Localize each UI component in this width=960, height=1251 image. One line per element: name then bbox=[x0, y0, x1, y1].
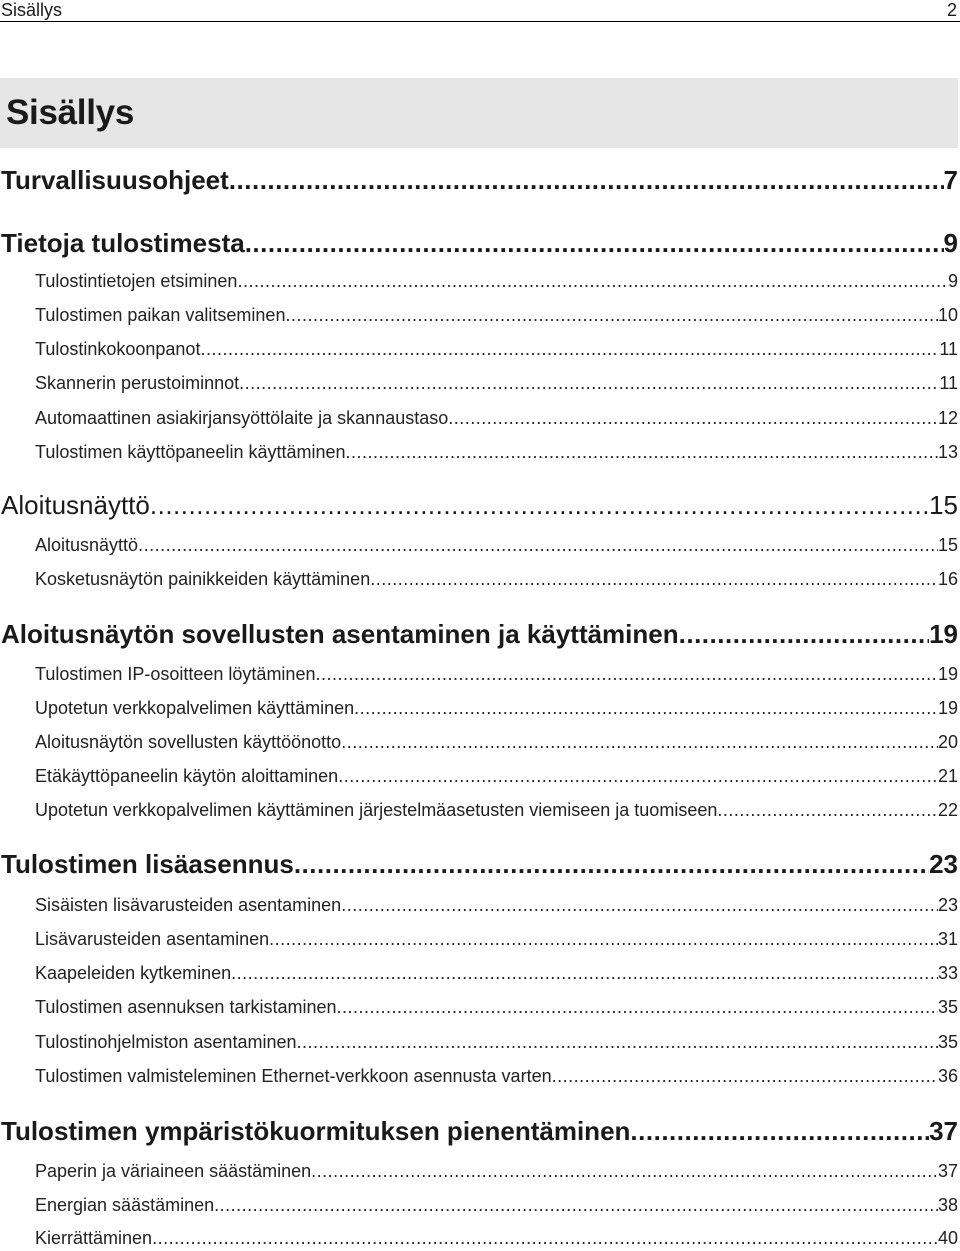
toc-entry[interactable] bbox=[35, 566, 958, 592]
toc-leader-dots bbox=[338, 763, 938, 789]
toc-entry[interactable] bbox=[35, 1029, 958, 1055]
toc-entry-page: 22 bbox=[937, 800, 958, 820]
toc-leader-dots bbox=[231, 960, 938, 986]
toc-section-page: 9 bbox=[943, 228, 958, 258]
toc-entry[interactable] bbox=[35, 439, 958, 465]
toc-leader-dots bbox=[679, 616, 929, 652]
toc-leader-dots bbox=[239, 370, 939, 396]
toc-entry-page: 35 bbox=[937, 1032, 958, 1052]
toc-section-label: Tulostimen ympäristökuormituksen pienentäminen bbox=[1, 1116, 631, 1146]
toc-leader-dots bbox=[150, 487, 929, 523]
toc-entry-page: 20 bbox=[937, 732, 958, 752]
toc-section-label: Turvallisuusohjeet bbox=[1, 165, 229, 195]
toc-leader-dots bbox=[245, 225, 944, 261]
toc-leader-dots bbox=[448, 405, 938, 431]
toc-leader-dots bbox=[336, 994, 937, 1020]
toc-leader-dots bbox=[552, 1063, 938, 1089]
toc-section-page: 37 bbox=[929, 1116, 958, 1146]
toc-leader-dots bbox=[152, 1225, 938, 1251]
toc-entry[interactable] bbox=[35, 1225, 958, 1251]
toc-entry-page: 21 bbox=[937, 766, 958, 786]
toc-section-tietoja-tulostimesta[interactable] bbox=[1, 225, 958, 261]
toc-entry-page: 19 bbox=[937, 664, 958, 684]
toc-entry-page: 36 bbox=[937, 1066, 958, 1086]
toc-leader-dots bbox=[346, 439, 938, 465]
toc-entry-label: Tulostimen paikan valitseminen bbox=[35, 305, 286, 325]
toc-leader-dots bbox=[370, 566, 938, 592]
toc-section-page: 19 bbox=[929, 619, 958, 649]
toc-leader-dots bbox=[229, 162, 944, 198]
toc-entry[interactable] bbox=[35, 302, 958, 328]
toc-entry[interactable] bbox=[35, 926, 958, 952]
toc-entry-label: Upotetun verkkopalvelimen käyttäminen järjestelmäasetusten viemiseen ja tuomiseen bbox=[35, 800, 718, 820]
toc-entry-label: Automaattinen asiakirjansyöttölaite ja skannaustaso bbox=[35, 408, 449, 428]
title-band bbox=[0, 78, 958, 148]
toc-section-label: Aloitusnäytön sovellusten asentaminen ja käyttäminen bbox=[1, 619, 679, 649]
toc-entry-label: Tulostinkokoonpanot bbox=[35, 339, 201, 359]
toc-entry-label: Tulostinohjelmiston asentaminen bbox=[35, 1032, 297, 1052]
toc-section-page: 7 bbox=[943, 165, 958, 195]
toc-entry-label: Energian säästäminen bbox=[35, 1195, 215, 1215]
toc-entry[interactable] bbox=[35, 994, 958, 1020]
toc-entry[interactable] bbox=[35, 661, 958, 687]
toc-leader-dots bbox=[296, 1029, 937, 1055]
running-header bbox=[0, 0, 960, 22]
toc-section-label: Tulostimen lisäasennus bbox=[1, 849, 294, 879]
toc-entry-page: 13 bbox=[937, 442, 958, 462]
toc-entry[interactable] bbox=[35, 695, 958, 721]
toc-leader-dots bbox=[315, 661, 938, 687]
toc-entry-label: Aloitusnäyttö bbox=[35, 535, 139, 555]
toc-entry-label: Skannerin perustoiminnot bbox=[35, 373, 240, 393]
toc-entry[interactable] bbox=[35, 892, 958, 918]
toc-entry-page: 9 bbox=[947, 271, 958, 291]
toc-entry-page: 19 bbox=[937, 698, 958, 718]
toc-section-tulostimen-lisaasennus[interactable] bbox=[1, 846, 958, 882]
toc-leader-dots bbox=[311, 1158, 938, 1184]
toc-leader-dots bbox=[214, 1192, 938, 1218]
toc-entry-page: 11 bbox=[939, 339, 958, 359]
page-title: Sisällys bbox=[6, 93, 134, 132]
toc-section-ymparistokuormitus[interactable] bbox=[1, 1113, 958, 1149]
toc-entry-label: Kaapeleiden kytkeminen bbox=[35, 963, 232, 983]
toc-entry[interactable] bbox=[35, 268, 958, 294]
toc-entry-label: Tulostimen IP-osoitteen löytäminen bbox=[35, 664, 316, 684]
toc-section-page: 15 bbox=[929, 490, 958, 520]
toc-entry-page: 10 bbox=[937, 305, 958, 325]
toc-leader-dots bbox=[354, 695, 938, 721]
toc-leader-dots bbox=[630, 1113, 929, 1149]
toc-entry-label: Etäkäyttöpaneelin käytön aloittaminen bbox=[35, 766, 339, 786]
toc-entry-page: 16 bbox=[937, 569, 958, 589]
toc-leader-dots bbox=[138, 532, 938, 558]
toc-entry[interactable] bbox=[35, 729, 958, 755]
toc-section-page: 23 bbox=[929, 849, 958, 879]
toc-entry-page: 23 bbox=[937, 895, 958, 915]
toc-entry[interactable] bbox=[35, 405, 958, 431]
toc-entry[interactable] bbox=[35, 1192, 958, 1218]
toc-section-turvallisuusohjeet[interactable] bbox=[1, 162, 958, 198]
toc-entry-label: Tulostimen käyttöpaneelin käyttäminen bbox=[35, 442, 346, 462]
toc-leader-dots bbox=[285, 302, 938, 328]
toc-entry[interactable] bbox=[35, 960, 958, 986]
toc-leader-dots bbox=[717, 797, 938, 823]
toc-entry-label: Tulostimen asennuksen tarkistaminen bbox=[35, 997, 337, 1017]
toc-section-aloitusnaytto[interactable] bbox=[1, 487, 958, 523]
toc-entry[interactable] bbox=[35, 532, 958, 558]
toc-entry-page: 33 bbox=[937, 963, 958, 983]
toc-entry-label: Upotetun verkkopalvelimen käyttäminen bbox=[35, 698, 355, 718]
toc-entry-label: Sisäisten lisävarusteiden asentaminen bbox=[35, 895, 342, 915]
header-page-number: 2 bbox=[946, 0, 957, 20]
toc-entry-label: Aloitusnäytön sovellusten käyttöönotto bbox=[35, 732, 342, 752]
toc-entry-page: 15 bbox=[937, 535, 958, 555]
toc-entry-label: Lisävarusteiden asentaminen bbox=[35, 929, 270, 949]
toc-entry[interactable] bbox=[35, 336, 958, 362]
toc-section-aloitusnayton-sovellukset[interactable] bbox=[1, 616, 958, 652]
toc-entry[interactable] bbox=[35, 370, 958, 396]
toc-entry-page: 35 bbox=[937, 997, 958, 1017]
toc-entry-page: 37 bbox=[937, 1161, 958, 1181]
toc-section-label: Aloitusnäyttö bbox=[1, 490, 150, 520]
toc-leader-dots bbox=[341, 892, 938, 918]
toc-entry-label: Kierrättäminen bbox=[35, 1228, 153, 1248]
toc-entry-page: 31 bbox=[937, 929, 958, 949]
toc-section-label: Tietoja tulostimesta bbox=[1, 228, 245, 258]
toc-entry[interactable] bbox=[35, 763, 958, 789]
toc-leader-dots bbox=[200, 336, 939, 362]
toc-leader-dots bbox=[294, 846, 929, 882]
toc-entry[interactable] bbox=[35, 1158, 958, 1184]
toc-entry-label: Kosketusnäytön painikkeiden käyttäminen bbox=[35, 569, 371, 589]
toc-entry[interactable] bbox=[35, 1063, 958, 1089]
header-section-title: Sisällys bbox=[1, 0, 63, 20]
toc-entry[interactable] bbox=[35, 797, 958, 823]
toc-entry-page: 12 bbox=[937, 408, 958, 428]
toc-leader-dots bbox=[237, 268, 948, 294]
toc-entry-page: 38 bbox=[937, 1195, 958, 1215]
toc-leader-dots bbox=[269, 926, 938, 952]
toc-entry-page: 11 bbox=[939, 373, 958, 393]
toc-entry-label: Paperin ja väriaineen säästäminen bbox=[35, 1161, 312, 1181]
toc-leader-dots bbox=[341, 729, 938, 755]
toc-entry-label: Tulostimen valmisteleminen Ethernet-verkkoon asennusta varten bbox=[35, 1066, 552, 1086]
toc-entry-label: Tulostintietojen etsiminen bbox=[35, 271, 238, 291]
toc-entry-page: 40 bbox=[937, 1228, 958, 1248]
